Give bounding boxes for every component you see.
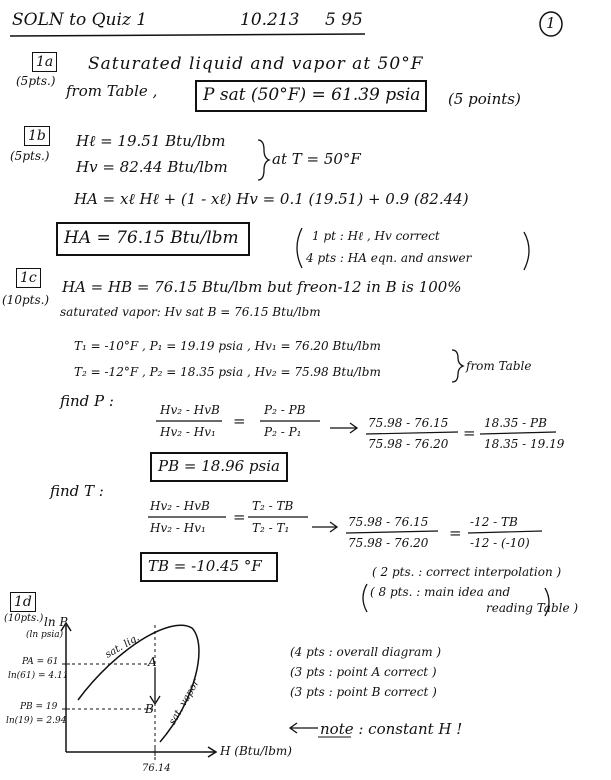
score-1d-3: (3 pts : point B correct ) <box>290 685 437 699</box>
ft-lhs-num: Hv₂ - HvB <box>150 499 210 513</box>
ft-value2-den: -12 - (-10) <box>470 536 530 550</box>
x-tick-label: 76.14 <box>142 763 171 774</box>
answer-box-1b <box>56 222 250 256</box>
at-temperature: at T = 50°F <box>272 150 361 168</box>
table-row-1: T₁ = -10°F , P₁ = 19.19 psia , Hv₁ = 76.20 Btu/lbm <box>74 339 381 353</box>
problem-1d-label: 1d <box>10 592 36 612</box>
lnpa-label: ln(61) = 4.11 <box>8 671 69 681</box>
ft-value2-num: -12 - TB <box>470 515 518 529</box>
y-axis-unit: (ln psia) <box>26 630 64 640</box>
sat-vapor-label: sat. vapor <box>167 677 202 727</box>
ft-rhs-num: T₂ - TB <box>252 499 294 513</box>
pa-label: PA = 61 <box>22 657 59 667</box>
fp-value2-num: 18.35 - PB <box>484 416 547 430</box>
pb-label: PB = 19 <box>20 702 58 712</box>
table-row-2: T₂ = -12°F , P₂ = 18.35 psia , Hv₂ = 75.98 Btu/lbm <box>74 365 381 379</box>
score-1d-2: (3 pts : point A correct ) <box>290 665 437 679</box>
answer-1c-p: PB = 18.96 psia <box>158 457 280 475</box>
answer-1a: P sat (50°F) = 61.39 psia <box>203 85 421 105</box>
problem-1d-points: (10pts.) <box>4 613 44 624</box>
hv-value: Hv = 82.44 Btu/lbm <box>76 158 228 176</box>
note-1b-1: 1 pt : Hℓ , Hv correct <box>312 229 440 243</box>
fp-value-num: 75.98 - 76.15 <box>368 416 449 430</box>
fp-lhs-den: Hv₂ - Hv₁ <box>160 425 216 439</box>
problem-1a-line2: from Table , <box>66 82 158 100</box>
fp-lhs-num: Hv₂ - HvB <box>160 403 220 417</box>
point-a: A <box>148 655 157 669</box>
ft-value-den: 75.98 - 76.20 <box>348 536 429 550</box>
note-1c-2b: reading Table ) <box>486 601 579 615</box>
ft-lhs-den: Hv₂ - Hv₁ <box>150 521 206 535</box>
note-1b-2: 4 pts : HA eqn. and answer <box>306 251 472 265</box>
note-1c-2a: ( 8 pts. : main idea and <box>370 585 511 599</box>
find-t-label: find T : <box>50 482 104 500</box>
problem-1b-label: 1b <box>24 126 50 146</box>
page-number: 1 <box>546 14 556 32</box>
answer-box-1a <box>195 80 427 112</box>
answer-box-1c-p <box>150 452 288 482</box>
problem-1c-line2: saturated vapor: Hv sat B = 76.15 Btu/lbm <box>60 305 321 319</box>
sat-liq-label: sat. liq. <box>103 632 142 661</box>
answer-1c-t: TB = -10.45 °F <box>148 557 262 575</box>
problem-1a-points: (5pts.) <box>16 74 56 88</box>
header-title: SOLN to Quiz 1 <box>12 10 148 30</box>
header-term: 5 95 <box>325 10 363 30</box>
lnpb-label: ln(19) = 2.94 <box>6 716 67 726</box>
problem-1c-points: (10pts.) <box>2 293 50 307</box>
fp-value2-den: 18.35 - 19.19 <box>484 437 565 451</box>
x-axis-label: H (Btu/lbm) <box>220 744 292 758</box>
hl-value: Hℓ = 19.51 Btu/lbm <box>76 132 226 150</box>
y-axis-label: ln P <box>44 615 68 629</box>
note-constant-h: note : constant H ! <box>320 720 463 738</box>
fp-rhs-num: P₂ - PB <box>264 403 306 417</box>
fp-rhs-den: P₂ - P₁ <box>264 425 302 439</box>
problem-1b-points: (5pts.) <box>10 149 50 163</box>
problem-1a-label: 1a <box>32 52 57 72</box>
from-table: from Table <box>466 359 532 373</box>
find-p-label: find P : <box>60 392 114 410</box>
ha-equation: HA = xℓ Hℓ + (1 - xℓ) Hv = 0.1 (19.51) + 0.9 (82.44) <box>74 190 469 208</box>
note-1c-1: ( 2 pts. : correct interpolation ) <box>372 565 562 579</box>
score-1d-1: (4 pts : overall diagram ) <box>290 645 442 659</box>
score-1a: (5 points) <box>448 90 521 108</box>
problem-1a-line1: Saturated liquid and vapor at 50°F <box>88 54 424 74</box>
fp-value-den: 75.98 - 76.20 <box>368 437 449 451</box>
ft-value-num: 75.98 - 76.15 <box>348 515 429 529</box>
point-b: B <box>145 702 154 716</box>
problem-1c-label: 1c <box>16 268 41 288</box>
ft-rhs-den: T₂ - T₁ <box>252 521 290 535</box>
problem-1c-line1: HA = HB = 76.15 Btu/lbm but freon-12 in B is 100% <box>62 278 462 296</box>
header-course: 10.213 <box>240 10 300 30</box>
answer-1b: HA = 76.15 Btu/lbm <box>64 228 239 248</box>
answer-box-1c-t <box>140 552 278 582</box>
